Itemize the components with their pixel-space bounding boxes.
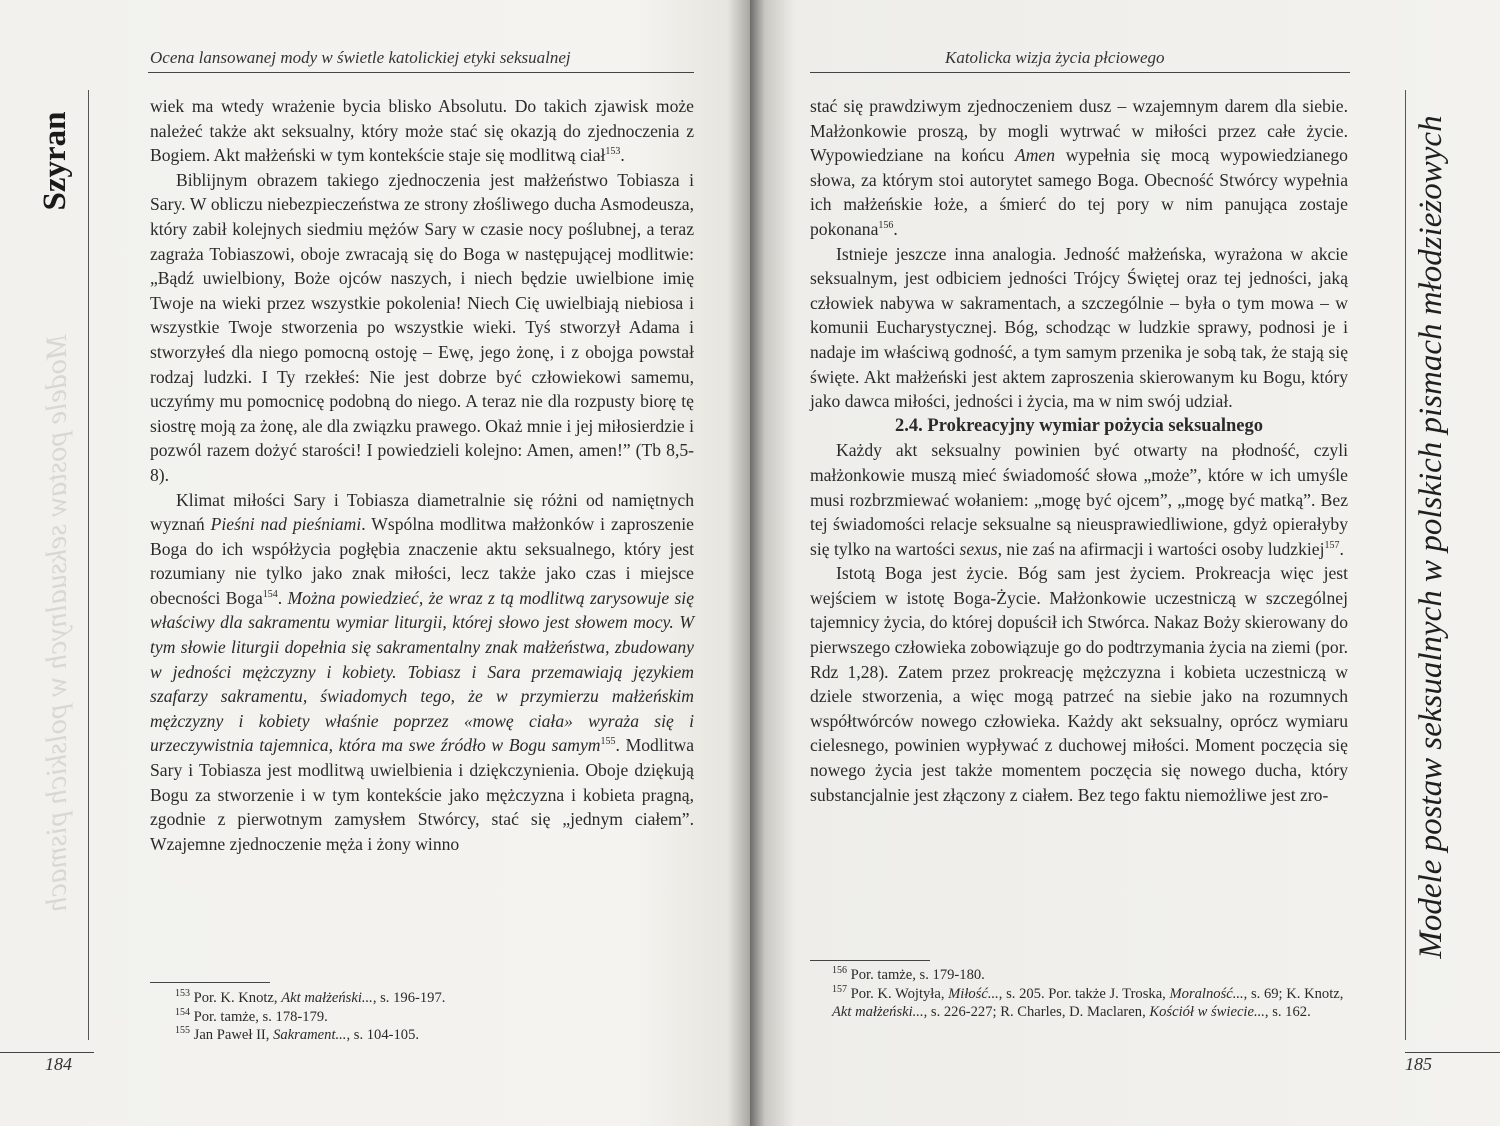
text-run: , s. 205. Por. także J. Troska, — [998, 985, 1170, 1002]
footnote-ref: 153 — [175, 988, 190, 1000]
footnote-ref: 155 — [600, 736, 616, 748]
text-run: Por. tamże, s. 179-180. — [847, 967, 985, 983]
page-number-right: 185 — [1405, 1054, 1432, 1074]
footnote-ref: 153 — [605, 146, 621, 158]
left-side-strip — [35, 88, 75, 1008]
text-run: , s. 69; K. Knotz, — [1243, 985, 1344, 1002]
text-run: wypełnia się mocą wypowiedzianego słowa, za którym stoi autorytet samego Boga. Obecność Stwórcy wypełnia ich małżeńskie łoże, a śmierć do tej pory w nim panująca zostaje pokonana — [810, 145, 1348, 239]
text-run: Biblijnym obrazem takiego zjednoczenia jest małżeństwo Tobiasza i Sary. W obliczu niebezpieczeństwa ze strony złośliwego ducha Asmodeusza, który zabił kolejnych siedmiu mężów Sary w czasie nocy poślubnej, a teraz zagraża Tobiaszowi, oboje zwracają się do Boga w następującej modlitwie: „Bądź uwielbiony, Boże ojców naszych, i niech będzie uwielbione imię Twoje na wieki przez wszystkie pokolenia! Niech Cię uwielbiają niebiosa i wszystkie Twoje stworzenia po wszystkie wieki. Tyś stworzył Adama i stworzyłeś dla niego pomocną ostoję – Ewę, jego żonę, i z obojga powstał rodzaj ludzki. I Ty rzekłeś: Nie jest dobrze być człowiekowi samemu, uczyńmy mu pomocnicę podobną do niego. A teraz nie dla rozpusty biorę tę siostrę moją za żonę, ale dla związku prawego. Okaż mnie i jej miłosierdzie i pozwól razem dożyć starości! I powiedzieli kolejno: Amen, amen!” (Tb 8,5-8). — [150, 169, 694, 485]
author-tab: Szyran — [37, 111, 73, 211]
text-run: Por. tamże, s. 178-179. — [190, 1008, 328, 1025]
text-run: stać się prawdziwym zjednoczeniem dusz – wzajemnym darem dla siebie. Małżonkowie proszą, by mogli wytrwać w miłości przez całe życie. Wypowiedziane na końcu — [810, 96, 1348, 166]
footnote-rule-right — [810, 960, 930, 961]
italic-run: Kościół w świecie... — [1149, 1004, 1265, 1020]
page-number-left: 184 — [45, 1054, 72, 1074]
running-head-left: Ocena lansowanej mody w świetle katolickiej etyki seksualnej — [150, 48, 571, 67]
footnote-rule-left — [150, 982, 270, 983]
right-footnotes — [832, 966, 1347, 1022]
left-footnotes — [175, 989, 695, 1045]
italic-run: sexus — [959, 538, 998, 559]
folio-rule-left — [0, 1052, 94, 1053]
italic-run: Sakrament... — [273, 1027, 347, 1043]
text-run: Istotą Boga jest życie. Bóg sam jest życiem. Prokreacja więc jest wejściem w istotę Boga-Życie. Małżonkowie uczestniczą w szczególnej tajemnicy życia, do której dopuścił ich Stwórca. Nakaz Boży skierowany do pierwszego człowieka zobowiązuje go do podtrzymania życia na ziemi (por. Rdz 1,28). Zatem przez prokreację mężczyzna i kobieta uczestniczą w dziele stworzenia, a więc mogą patrzeć na siebie jako na rozumnych współtwórców nowego człowieka. Każdy akt seksualny, oprócz wymiaru cielesnego, powinien wypływać z duchowej miłości. Moment poczęcia się nowego życia jest także momentem poczęcia się nowego ducha, który substancjalnie jest złączony z ciałem. Bez tego faktu niemożliwe jest zro- — [810, 563, 1348, 805]
italic-run: Miłość... — [948, 985, 999, 1002]
italic-run: Można powiedzieć, że wraz z tą modlitwą zarysowuje się właściwy dla sakramentu wymiar liturgii, której słowo jest słowem mocy. W tym słowie liturgii dopełnia się sakramentalny znak małżeństwa, zbudowany w jedności mężczyzny i kobiety. Tobiasz i Sara przemawiają językiem szafarzy sakramentu, świadomych tego, że w przymierzu małżeńskim mężczyzny i kobiety właśnie poprzez «mowę ciała» wyraża się i urzeczywistnia tajemnica, która ma swe źródło w Bogu samym — [150, 587, 695, 756]
footnote-ref: 156 — [878, 220, 894, 232]
text-run: . — [620, 145, 625, 166]
right-body-text — [810, 94, 1348, 807]
footnote-ref: 157 — [832, 983, 847, 995]
paragraph — [810, 561, 1348, 807]
section-heading: 2.4. Prokreacyjny wymiar pożycia seksualnego — [895, 415, 1263, 436]
footnote — [832, 966, 1347, 985]
header-rule-left — [148, 72, 694, 73]
text-run: Por. K. Wojtyła, — [847, 985, 949, 1002]
footnote — [832, 985, 1347, 1022]
text-run: , nie zaś na afirmacji i wartości osoby ludzkiej — [997, 538, 1325, 559]
footnote — [175, 989, 695, 1008]
text-run: , s. 196-197. — [372, 990, 446, 1006]
text-run: . — [1339, 538, 1344, 559]
paragraph — [150, 168, 694, 488]
text-run: Por. K. Knotz, — [190, 990, 282, 1006]
paragraph — [810, 242, 1348, 414]
text-run: Klimat miłości Sary i Tobiasza diametralnie się różni od namiętnych wyznań — [150, 489, 694, 535]
text-run: . Wspólna modlitwa małżonków i zaproszenie Boga do ich współżycia pogłębia znaczenie aktu seksualnego, który jest rozumiany nie tylko jako znak miłości, lecz także jako czas i miejsce obecności Boga — [150, 514, 694, 608]
series-title: Modele postaw seksualnych w polskich pismach młodzieżowych — [1413, 115, 1449, 959]
text-run: . Modlitwa Sary i Tobiasza jest modlitwą uwielbienia i dziękczynienia. Oboje dziękują Bogu za stworzenie i w tym kontekście jako mężczyzna i kobieta pragną, zgodnie z pierwotnym zamysłem Stwórcy, stać się „jednym ciałem”. Wzajemne zjednoczenie męża i żony winno — [150, 735, 695, 854]
right-page — [750, 0, 1500, 1126]
paragraph — [810, 438, 1348, 561]
side-rule-left — [88, 90, 89, 1040]
italic-run: Akt małżeński... — [832, 1004, 924, 1020]
text-run: , s. 226-227; R. Charles, D. Maclaren, — [923, 1004, 1150, 1020]
text-run: . — [277, 587, 288, 608]
footnote-ref: 155 — [175, 1025, 190, 1037]
italic-run: Akt małżeński... — [281, 990, 373, 1006]
footnote — [175, 1008, 695, 1027]
text-run: , s. 104-105. — [346, 1027, 420, 1043]
italic-run: Pieśni nad pieśniami — [210, 514, 362, 535]
italic-run: Moralność... — [1169, 985, 1244, 1002]
text-run: Istnieje jeszcze inna analogia. Jedność małżeńska, wyrażona w akcie seksualnym, jest odbiciem jedności Trójcy Świętej oraz tej jedności, jaką człowiek nabywa w sakramentach, a szczególnie – była o tym mowa – w komunii Eucharystycznej. Bóg, schodząc w ludzkie sprawy, podnosi je i nadaje im właściwą godność, a tym samym przenika je sobą tak, że stają się święte. Akt małżeński jest aktem zaproszenia skierowanym ku Bogu, który jako dawca miłości, jedności i życia, ma w nim swój udział. — [810, 243, 1348, 412]
text-run: Każdy akt seksualny powinien być otwarty na płodność, czyli małżonkowie muszą mieć świadomość słowa „może”, które w ich umyśle musi rozbrzmiewać wołaniem: „mogę być ojcem”, „mogę być matką”. Bez tej świadomości relacje seksualne są nieusprawiedliwione, gdyż opierałyby się tylko na wartości — [810, 440, 1348, 559]
bleed-through-text: Modele postaw seksualnych w polskich pismach — [40, 334, 73, 912]
text-run: Jan Paweł II, — [190, 1027, 274, 1043]
footnote-ref: 157 — [1324, 539, 1340, 551]
paragraph — [150, 94, 694, 168]
left-body-text — [150, 94, 694, 856]
italic-run: Amen — [1014, 145, 1056, 166]
header-rule-right — [810, 72, 1350, 73]
running-head-right: Katolicka wizja życia płciowego — [945, 48, 1165, 67]
folio-rule-right — [1405, 1052, 1500, 1053]
footnote-ref: 156 — [832, 965, 847, 977]
footnote-ref: 154 — [262, 589, 278, 601]
footnote-ref: 154 — [175, 1006, 190, 1018]
side-rule-right — [1405, 90, 1406, 1040]
text-run: . — [893, 218, 898, 239]
text-run: wiek ma wtedy wrażenie bycia blisko Absolutu. Do takich zjawisk może należeć także akt seksualny, który może stać się okazją do zjednoczenia z Bogiem. Akt małżeński w tym kontekście staje się modlitwą ciał — [150, 96, 694, 166]
text-run: , s. 162. — [1264, 1004, 1311, 1020]
paragraph — [810, 94, 1348, 242]
paragraph — [150, 488, 694, 857]
footnote — [175, 1026, 695, 1045]
